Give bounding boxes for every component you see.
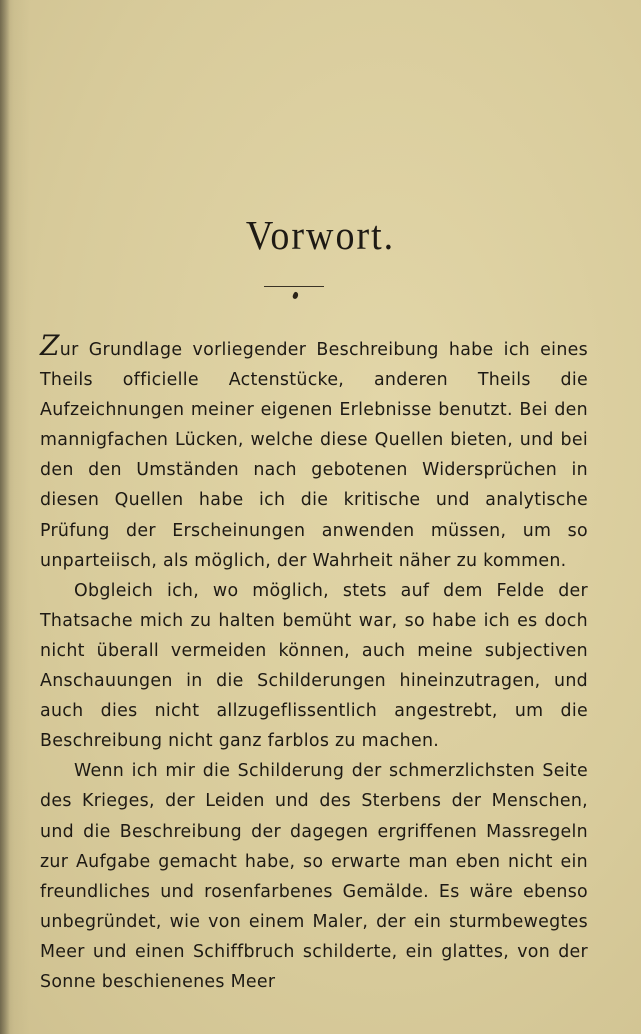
paragraph-1-text: ur Grundlage vorliegender Beschreibung habe ich eines Theils officielle Actenstücke, anderen Theils die Aufzeichnungen meiner eigenen Erlebnisse benutzt. Bei den mannigfachen Lücken, welche diese Quellen bieten, und bei den den Umständen nach gebotenen Widersprüchen in diesen Quellen habe ich die kritische und analytische Prüfung der Erscheinungen anwenden müssen, um so unparteiisch, als möglich, der Wahrheit näher zu kommen. [40, 340, 588, 571]
body-text [40, 329, 588, 997]
ornament-mark [292, 291, 299, 299]
paragraph-2: Obgleich ich, wo möglich, stets auf dem Felde der Thatsache mich zu halten bemüht war, so habe ich es doch nicht überall vermeiden können, auch meine subjectiven Anschauungen in die Schilderungen hineinzutragen, und auch dies nicht allzugeflissentlich angestrebt, um die Beschreibung nicht ganz farblos zu machen. [40, 580, 588, 752]
spine-shadow [0, 0, 10, 1034]
title-rule [264, 286, 324, 287]
page-title: Vorwort. [245, 213, 396, 259]
initial-letter: Z [40, 329, 60, 362]
paragraph-1 [40, 329, 588, 576]
paragraph-3: Wenn ich mir die Schilderung der schmerzlichsten Seite des Krieges, der Leiden und des Sterbens der Menschen, und die Beschreibung der dagegen ergriffenen Massregeln zur Aufgabe gemacht habe, so erwarte man eben nicht ein freundliches und rosenfarbenes Gemälde. Es wäre ebenso unbegründet, wie von einem Maler, der ein sturmbewegtes Meer und einen Schiffbruch schilderte, ein glattes, von der Sonne beschienenes Meer [40, 761, 588, 992]
